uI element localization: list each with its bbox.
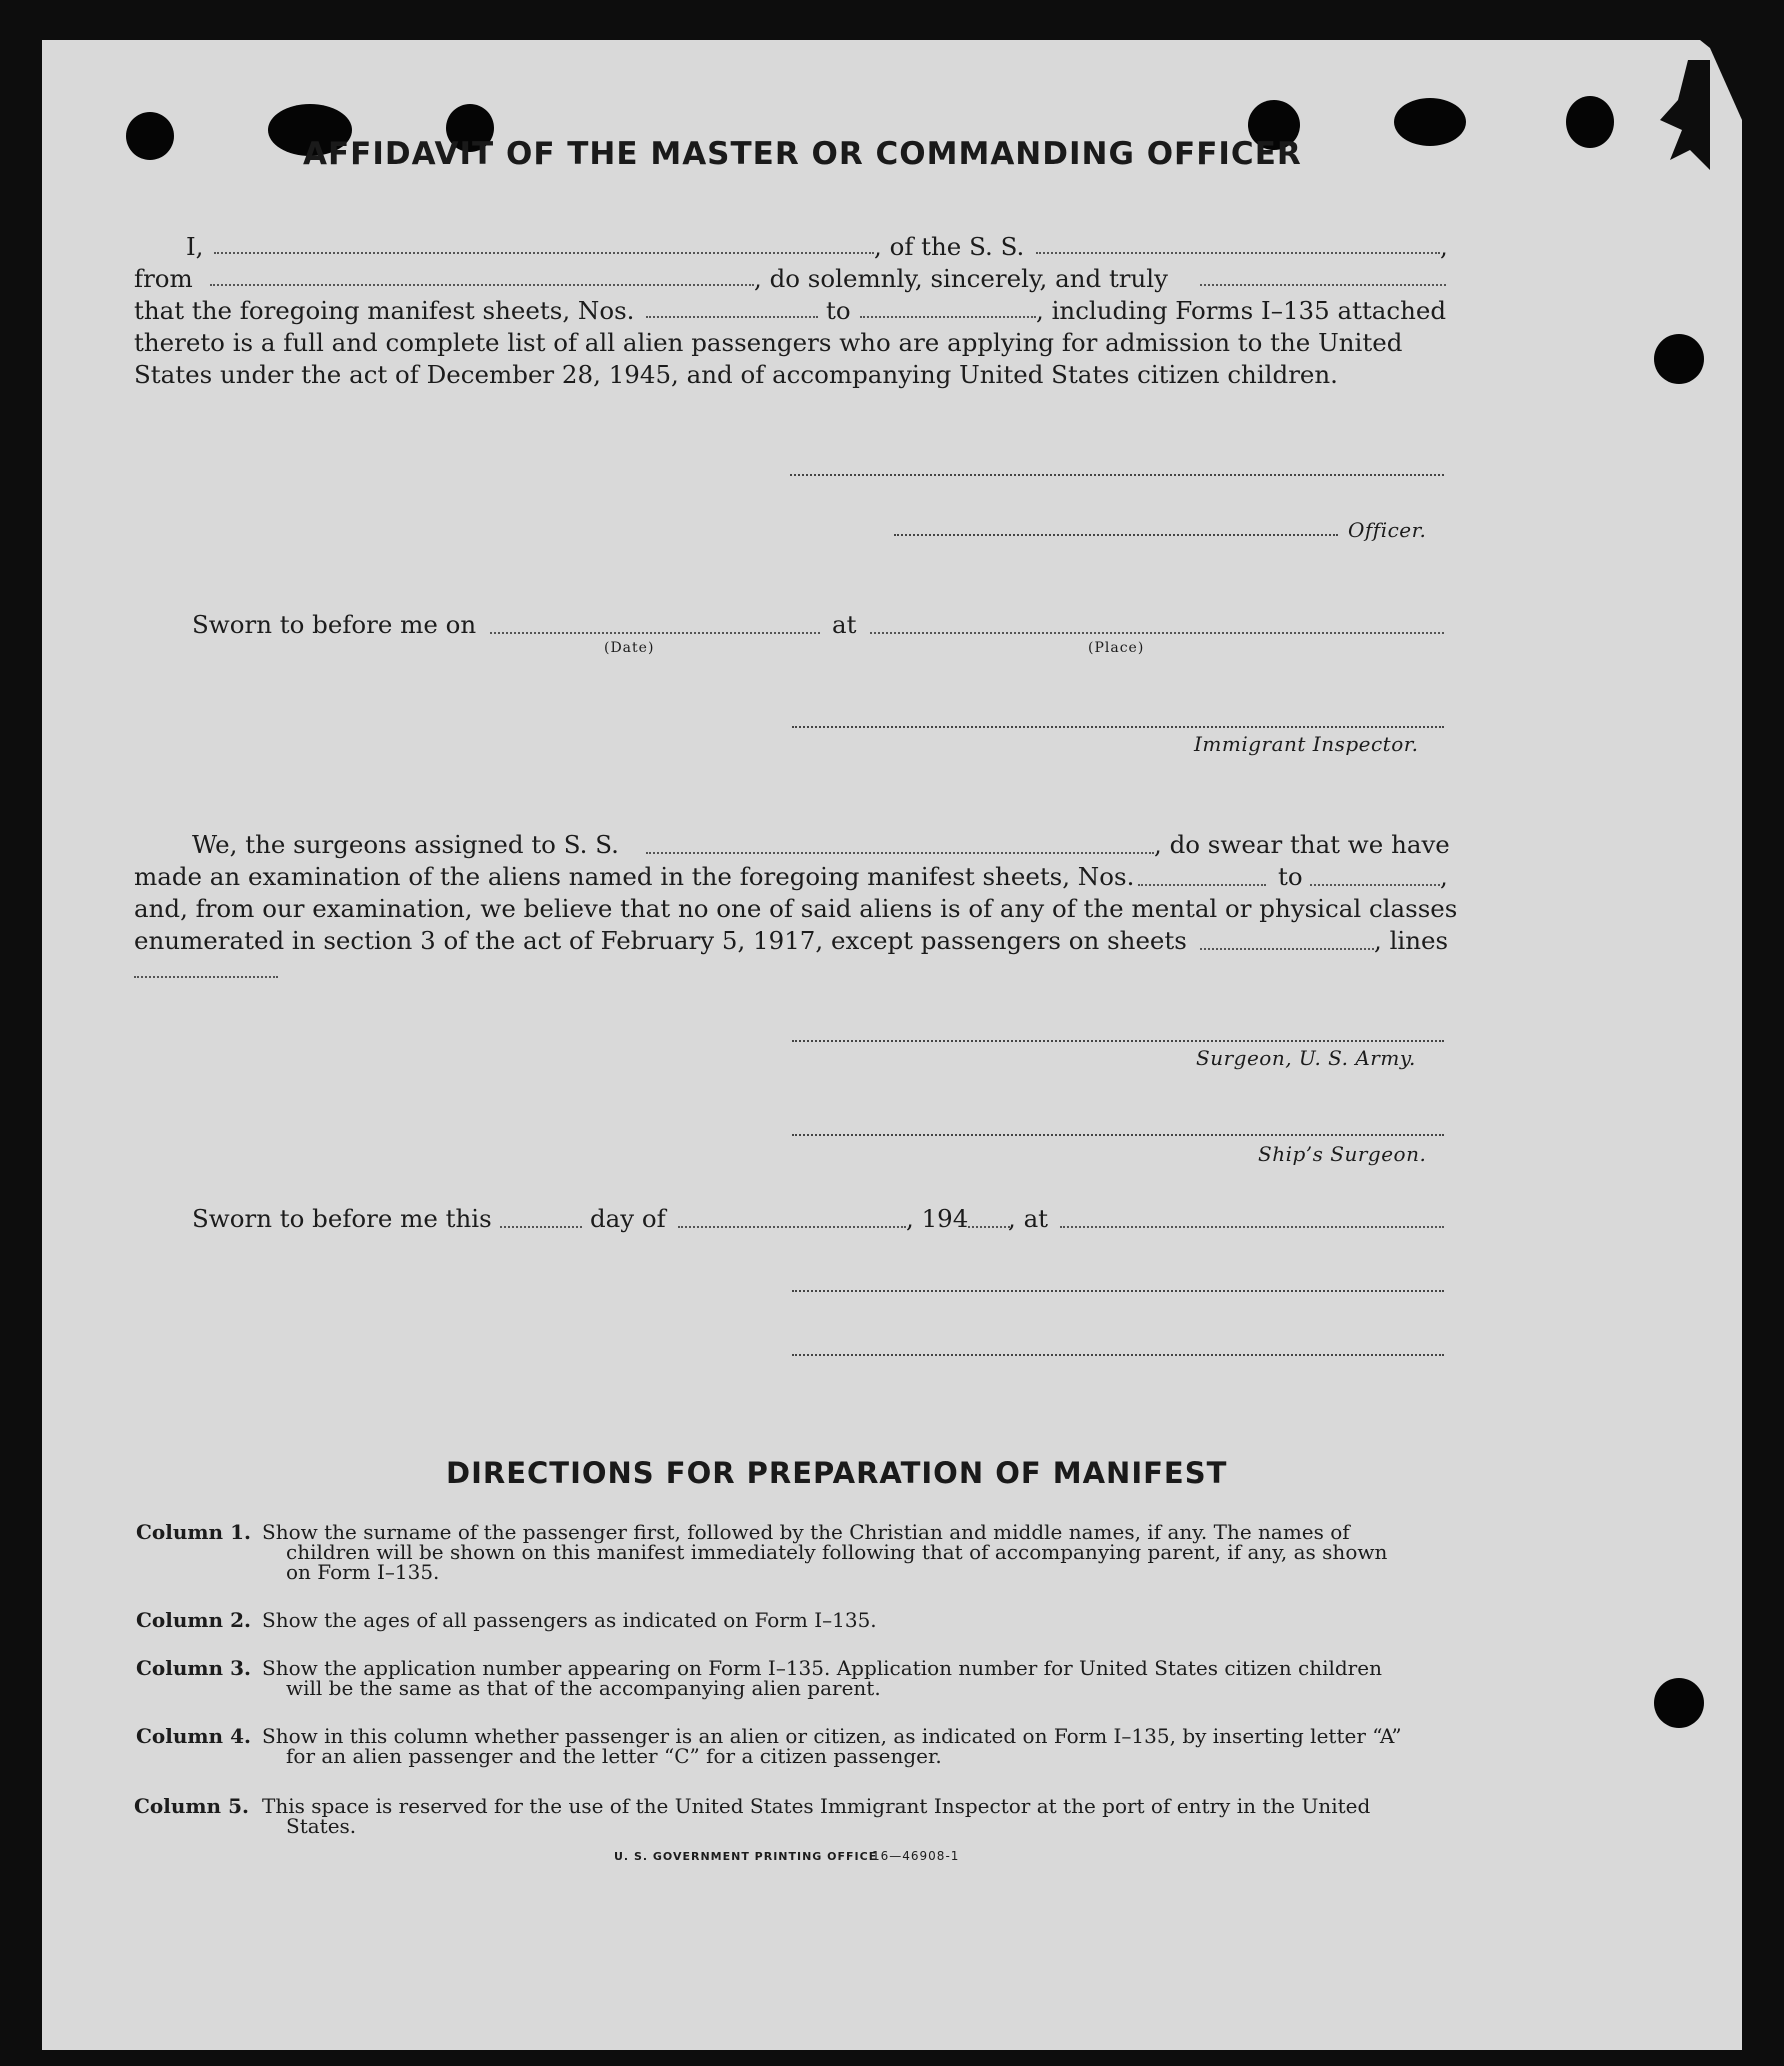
sworn-place-field[interactable] xyxy=(870,632,1444,634)
ship-surgeon-label: Ship’s Surgeon. xyxy=(1258,1142,1427,1166)
sworn-at-label-2: , at xyxy=(1008,1204,1049,1233)
army-surgeon-label: Surgeon, U. S. Army. xyxy=(1196,1046,1416,1070)
sworn-this-label: Sworn to before me this xyxy=(192,1204,492,1233)
affidavit-line3-to: to xyxy=(826,296,851,325)
surgeons-line2-end: , xyxy=(1440,862,1448,891)
master-signature-line[interactable] xyxy=(790,474,1444,476)
army-surgeon-signature-line[interactable] xyxy=(792,1040,1444,1042)
affidavit-line1-end: , xyxy=(1440,232,1448,261)
column-1-text-1: Show the surname of the passenger first, followed by the Christian and middle names, if any. The names of xyxy=(262,1520,1350,1544)
affidavit-line3-a: that the foregoing manifest sheets, Nos. xyxy=(134,296,635,325)
column-5-text-2: States. xyxy=(286,1814,357,1838)
punch-hole xyxy=(1566,96,1614,148)
surgeon-sheet-to-field[interactable] xyxy=(1310,884,1440,886)
column-3-text-1: Show the application number appearing on Form I–135. Application number for United States citizen children xyxy=(262,1656,1382,1680)
punch-hole xyxy=(1654,334,1704,384)
form-code: 16—46908-1 xyxy=(872,1849,960,1863)
column-3-text-2: will be the same as that of the accompanying alien parent. xyxy=(286,1676,881,1700)
surgeon-ship-field[interactable] xyxy=(646,852,1154,854)
affidavit-line1-ss: , of the S. S. xyxy=(874,232,1025,261)
date-caption: (Date) xyxy=(604,640,655,656)
column-3-label: Column 3. xyxy=(136,1656,251,1680)
ship-name-field[interactable] xyxy=(1036,252,1440,254)
column-1-label: Column 1. xyxy=(136,1520,251,1544)
sworn-on-label: Sworn to before me on xyxy=(192,610,477,639)
sheet-to-field[interactable] xyxy=(860,316,1036,318)
column-5-text-1: This space is reserved for the use of the United States Immigrant Inspector at the port of entry in the United xyxy=(262,1794,1371,1818)
from-port-field[interactable] xyxy=(210,284,754,286)
surgeons-line2-to: to xyxy=(1278,862,1303,891)
except-sheets-field[interactable] xyxy=(1200,948,1374,950)
officer-label: Officer. xyxy=(1348,518,1427,542)
place-caption: (Place) xyxy=(1088,640,1145,656)
sworn-at-label: at xyxy=(832,610,857,639)
column-4-text-2: for an alien passenger and the letter “C” for a citizen passenger. xyxy=(286,1744,942,1768)
affidavit-title: AFFIDAVIT OF THE MASTER OR COMMANDING OFFICER xyxy=(303,136,1302,172)
column-2-label: Column 2. xyxy=(136,1608,251,1632)
sworn-date-field[interactable] xyxy=(490,632,820,634)
directions-title: DIRECTIONS FOR PREPARATION OF MANIFEST xyxy=(446,1456,1228,1490)
inspector-label: Immigrant Inspector. xyxy=(1194,732,1419,756)
column-2-text-1: Show the ages of all passengers as indicated on Form I–135. xyxy=(262,1608,877,1632)
column-5-label: Column 5. xyxy=(134,1794,249,1818)
column-1-text-2: children will be shown on this manifest immediately following that of accompanying parent, if any, as shown xyxy=(286,1540,1388,1564)
column-4-label: Column 4. xyxy=(136,1724,251,1748)
ship-surgeon-signature-line[interactable] xyxy=(792,1134,1444,1136)
sworn-place-field-2[interactable] xyxy=(1060,1226,1444,1228)
surgeons-line1-b: , do swear that we have xyxy=(1154,830,1450,859)
surgeons-line2-a: made an examination of the aliens named in the foregoing manifest sheets, Nos. xyxy=(134,862,1135,891)
punch-hole xyxy=(1654,1678,1704,1728)
inspector-signature-line[interactable] xyxy=(792,726,1444,728)
surgeons-line1-a: We, the surgeons assigned to S. S. xyxy=(192,830,619,859)
master-name-field[interactable] xyxy=(214,252,874,254)
surgeons-line3: and, from our examination, we believe that no one of said aliens is of any of the mental or physical classes xyxy=(134,894,1458,923)
sheet-from-field[interactable] xyxy=(646,316,818,318)
sworn-day-field[interactable] xyxy=(500,1226,582,1228)
affidavit-line5: States under the act of December 28, 1945, and of accompanying United States citizen children. xyxy=(134,360,1338,389)
except-lines-field[interactable] xyxy=(134,976,278,978)
surgeons-line4-b: , lines xyxy=(1374,926,1449,955)
affidavit-line1-i: I, xyxy=(186,232,204,261)
officer-signature-line[interactable] xyxy=(894,534,1338,536)
column-1-text-3: on Form I–135. xyxy=(286,1560,440,1584)
column-4-text-1: Show in this column whether passenger is an alien or citizen, as indicated on Form I–135, by inserting letter “A” xyxy=(262,1724,1402,1748)
surgeon-sheet-from-field[interactable] xyxy=(1138,884,1266,886)
affidavit-line2-from: from xyxy=(134,264,193,293)
punch-hole xyxy=(1394,98,1466,146)
oath-field[interactable] xyxy=(1200,284,1446,286)
sworn-year-field[interactable] xyxy=(968,1226,1010,1228)
printer-imprint: U. S. GOVERNMENT PRINTING OFFICE xyxy=(614,1850,878,1863)
surgeons-line4-a: enumerated in section 3 of the act of February 5, 1917, except passengers on sheets xyxy=(134,926,1187,955)
affidavit-line3-b: , including Forms I–135 attached xyxy=(1036,296,1447,325)
punch-hole xyxy=(126,112,174,160)
sworn-year-label: , 194 xyxy=(906,1204,969,1233)
inspector-signature-line-2[interactable] xyxy=(792,1290,1444,1292)
sworn-day-of-label: day of xyxy=(590,1204,666,1233)
affidavit-line4: thereto is a full and complete list of all alien passengers who are applying for admission to the United xyxy=(134,328,1403,357)
affidavit-line2-mid: , do solemnly, sincerely, and truly xyxy=(754,264,1168,293)
inspector-title-line[interactable] xyxy=(792,1354,1444,1356)
sworn-month-field[interactable] xyxy=(678,1226,906,1228)
